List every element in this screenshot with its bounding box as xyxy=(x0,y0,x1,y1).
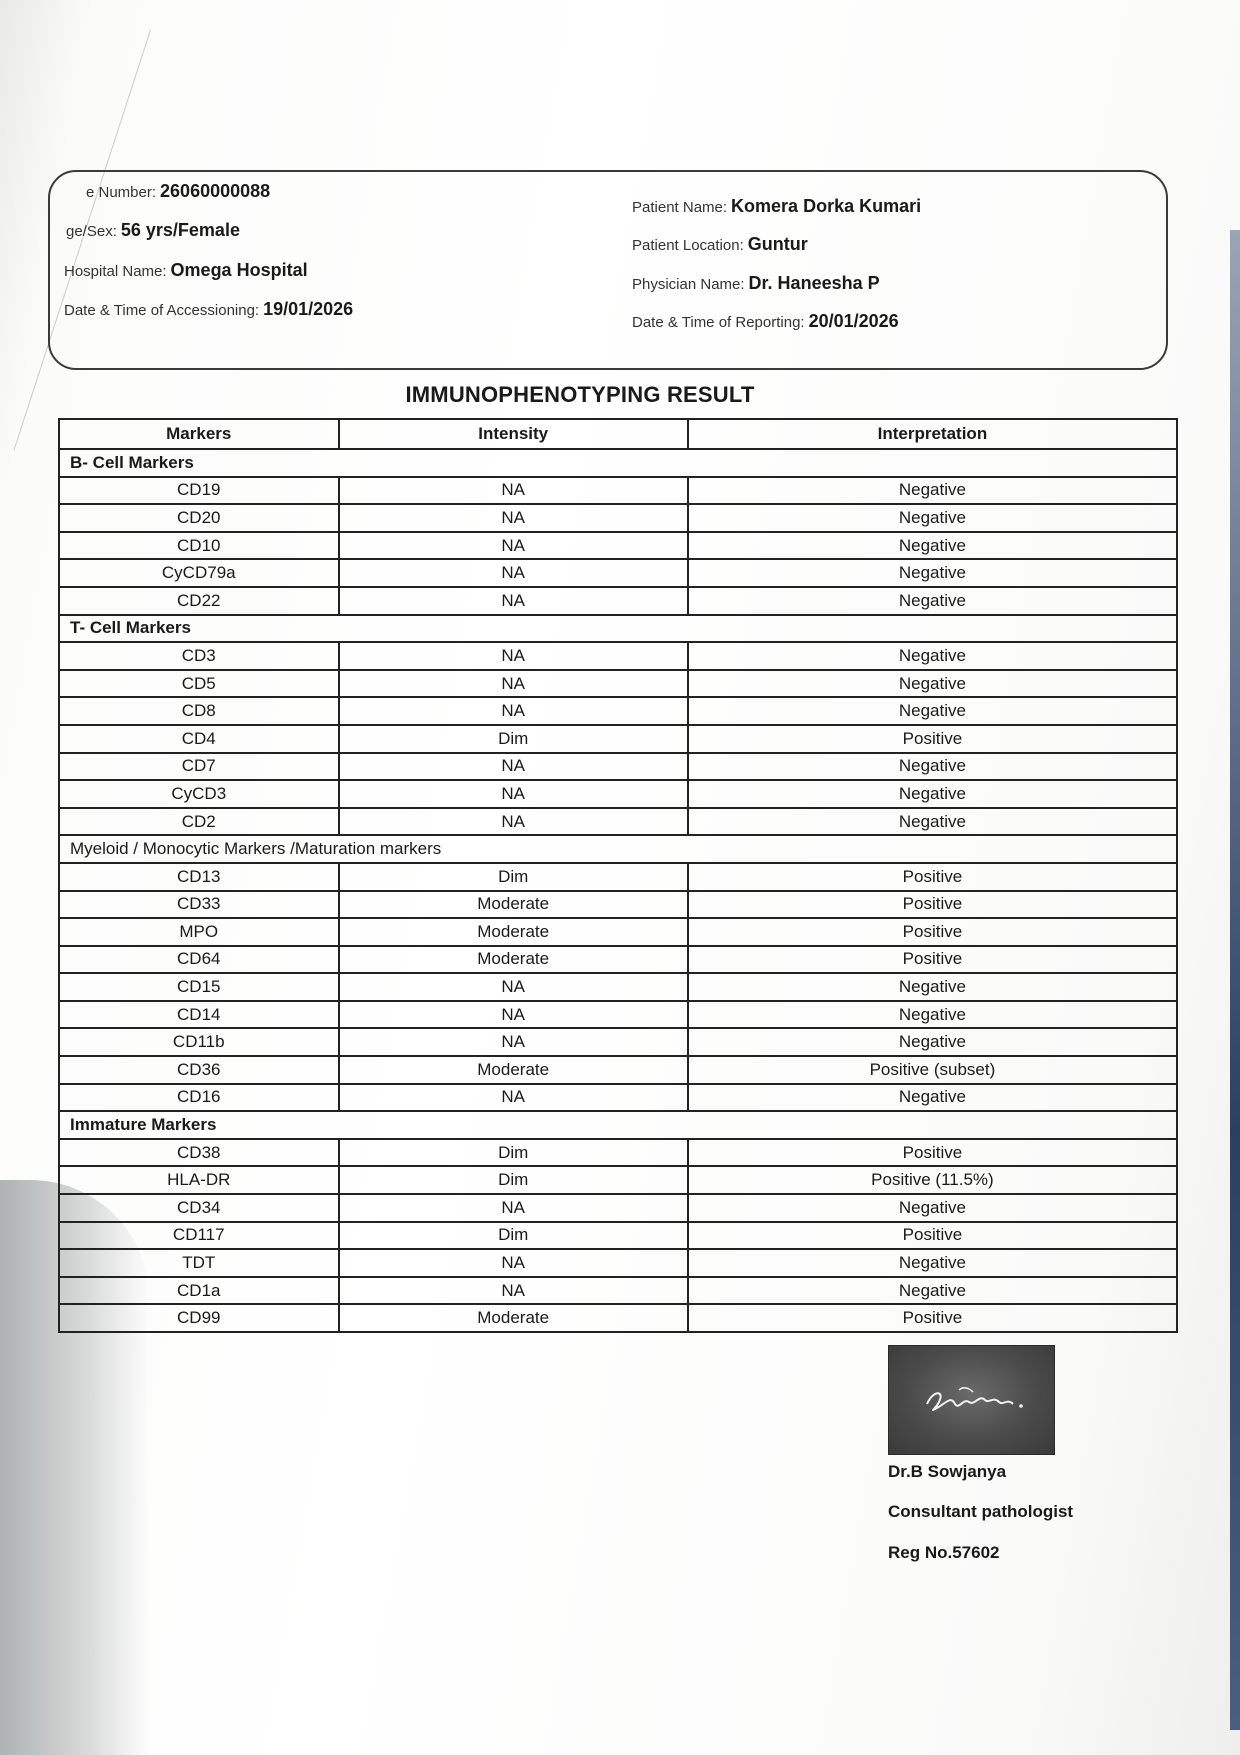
intensity-cell: NA xyxy=(339,559,688,587)
marker-cell: CD22 xyxy=(59,587,339,615)
intensity-cell: Moderate xyxy=(339,946,688,974)
table-row xyxy=(59,587,1177,615)
table-row xyxy=(59,532,1177,560)
interpretation-header: Interpretation xyxy=(688,419,1177,449)
interpretation-cell: Negative xyxy=(688,780,1177,808)
marker-cell: CD7 xyxy=(59,753,339,781)
marker-cell: CD38 xyxy=(59,1139,339,1167)
intensity-cell: Moderate xyxy=(339,1304,688,1332)
interpretation-cell: Negative xyxy=(688,1277,1177,1305)
marker-cell: CD16 xyxy=(59,1084,339,1112)
intensity-cell: NA xyxy=(339,1194,688,1222)
interpretation-cell: Negative xyxy=(688,642,1177,670)
marker-cell: CD13 xyxy=(59,863,339,891)
hospital-name-field: Hospital Name: Omega Hospital xyxy=(64,260,308,280)
intensity-cell: NA xyxy=(339,808,688,836)
marker-cell: TDT xyxy=(59,1249,339,1277)
interpretation-cell: Negative xyxy=(688,1194,1177,1222)
marker-cell: CD99 xyxy=(59,1304,339,1332)
intensity-cell: Moderate xyxy=(339,1056,688,1084)
marker-cell: CD14 xyxy=(59,1001,339,1029)
intensity-cell: Dim xyxy=(339,1139,688,1167)
table-row xyxy=(59,642,1177,670)
table-row xyxy=(59,1139,1177,1167)
intensity-cell: NA xyxy=(339,697,688,725)
table-row xyxy=(59,697,1177,725)
marker-cell: CD19 xyxy=(59,477,339,505)
section-row xyxy=(59,615,1177,643)
marker-cell: CD3 xyxy=(59,642,339,670)
section-title: B- Cell Markers xyxy=(59,449,1177,477)
interpretation-cell: Negative xyxy=(688,973,1177,1001)
interpretation-cell: Positive (subset) xyxy=(688,1056,1177,1084)
physician-name-field: Physician Name: Dr. Haneesha P xyxy=(632,273,880,293)
intensity-cell: NA xyxy=(339,1084,688,1112)
intensity-cell: NA xyxy=(339,780,688,808)
table-row xyxy=(59,1194,1177,1222)
intensity-cell: NA xyxy=(339,532,688,560)
interpretation-cell: Positive (11.5%) xyxy=(688,1166,1177,1194)
marker-cell: CD15 xyxy=(59,973,339,1001)
markers-header: Markers xyxy=(59,419,339,449)
intensity-cell: NA xyxy=(339,587,688,615)
accessioning-date-field: Date & Time of Accessioning: 19/01/2026 xyxy=(64,299,354,319)
marker-cell: HLA-DR xyxy=(59,1166,339,1194)
intensity-cell: NA xyxy=(339,973,688,1001)
interpretation-cell: Positive xyxy=(688,1139,1177,1167)
interpretation-cell: Negative xyxy=(688,1084,1177,1112)
case-number-field: e Number: 26060000088 xyxy=(86,181,271,201)
interpretation-cell: Negative xyxy=(688,477,1177,505)
marker-cell: CD36 xyxy=(59,1056,339,1084)
intensity-cell: NA xyxy=(339,477,688,505)
intensity-cell: Moderate xyxy=(339,891,688,919)
intensity-cell: NA xyxy=(339,1028,688,1056)
table-row xyxy=(59,1249,1177,1277)
intensity-cell: Dim xyxy=(339,1222,688,1250)
interpretation-cell: Positive xyxy=(688,725,1177,753)
immunophenotyping-table xyxy=(58,418,1178,1333)
signature-image xyxy=(888,1345,1055,1455)
interpretation-cell: Positive xyxy=(688,918,1177,946)
signatory-reg-number: Reg No.57602 xyxy=(888,1543,1000,1562)
marker-cell: CD117 xyxy=(59,1222,339,1250)
marker-cell: MPO xyxy=(59,918,339,946)
table-row xyxy=(59,1028,1177,1056)
interpretation-cell: Negative xyxy=(688,753,1177,781)
marker-cell: CD34 xyxy=(59,1194,339,1222)
marker-cell: CyCD79a xyxy=(59,559,339,587)
interpretation-cell: Negative xyxy=(688,559,1177,587)
table-row xyxy=(59,559,1177,587)
table-row xyxy=(59,1084,1177,1112)
table-row xyxy=(59,973,1177,1001)
background-edge xyxy=(1230,230,1240,1730)
table-row xyxy=(59,1304,1177,1332)
table-row xyxy=(59,753,1177,781)
interpretation-cell: Negative xyxy=(688,504,1177,532)
table-row xyxy=(59,808,1177,836)
intensity-cell: Dim xyxy=(339,1166,688,1194)
table-row xyxy=(59,1166,1177,1194)
marker-cell: CD11b xyxy=(59,1028,339,1056)
table-row xyxy=(59,918,1177,946)
intensity-cell: NA xyxy=(339,753,688,781)
signatory-designation: Consultant pathologist xyxy=(888,1502,1074,1521)
section-row xyxy=(59,1111,1177,1139)
interpretation-cell: Negative xyxy=(688,808,1177,836)
marker-cell: CD33 xyxy=(59,891,339,919)
table-row xyxy=(59,1277,1177,1305)
report-title: IMMUNOPHENOTYPING RESULT xyxy=(405,382,755,407)
marker-cell: CD8 xyxy=(59,697,339,725)
section-row xyxy=(59,449,1177,477)
table-row xyxy=(59,1001,1177,1029)
section-row xyxy=(59,835,1177,863)
intensity-cell: Moderate xyxy=(339,918,688,946)
interpretation-cell: Positive xyxy=(688,1222,1177,1250)
marker-cell: CD64 xyxy=(59,946,339,974)
interpretation-cell: Negative xyxy=(688,670,1177,698)
intensity-header: Intensity xyxy=(339,419,688,449)
signatory-name: Dr.B Sowjanya xyxy=(888,1462,1007,1481)
table-row xyxy=(59,946,1177,974)
interpretation-cell: Positive xyxy=(688,891,1177,919)
intensity-cell: NA xyxy=(339,670,688,698)
intensity-cell: Dim xyxy=(339,725,688,753)
intensity-cell: NA xyxy=(339,1001,688,1029)
interpretation-cell: Negative xyxy=(688,532,1177,560)
intensity-cell: NA xyxy=(339,1277,688,1305)
table-row xyxy=(59,780,1177,808)
interpretation-cell: Positive xyxy=(688,1304,1177,1332)
intensity-cell: NA xyxy=(339,642,688,670)
intensity-cell: NA xyxy=(339,1249,688,1277)
marker-cell: CyCD3 xyxy=(59,780,339,808)
marker-cell: CD4 xyxy=(59,725,339,753)
table-row xyxy=(59,725,1177,753)
signature-scribble xyxy=(889,1346,1054,1454)
age-sex-field: ge/Sex: 56 yrs/Female xyxy=(66,220,240,240)
section-title: Myeloid / Monocytic Markers /Maturation markers xyxy=(59,835,1177,863)
intensity-cell: Dim xyxy=(339,863,688,891)
interpretation-cell: Negative xyxy=(688,1028,1177,1056)
table-row xyxy=(59,670,1177,698)
table-row xyxy=(59,1222,1177,1250)
intensity-cell: NA xyxy=(339,504,688,532)
interpretation-cell: Negative xyxy=(688,1249,1177,1277)
patient-location-field: Patient Location: Guntur xyxy=(632,234,808,254)
interpretation-cell: Negative xyxy=(688,587,1177,615)
table-row xyxy=(59,1056,1177,1084)
marker-cell: CD2 xyxy=(59,808,339,836)
patient-name-field: Patient Name: Komera Dorka Kumari xyxy=(632,196,922,216)
interpretation-cell: Positive xyxy=(688,863,1177,891)
section-title: T- Cell Markers xyxy=(59,615,1177,643)
table-body xyxy=(59,449,1177,1332)
marker-cell: CD10 xyxy=(59,532,339,560)
interpretation-cell: Negative xyxy=(688,1001,1177,1029)
marker-cell: CD5 xyxy=(59,670,339,698)
marker-cell: CD1a xyxy=(59,1277,339,1305)
table-row xyxy=(59,863,1177,891)
marker-cell: CD20 xyxy=(59,504,339,532)
table-header-row xyxy=(59,419,1177,449)
interpretation-cell: Negative xyxy=(688,697,1177,725)
section-title: Immature Markers xyxy=(59,1111,1177,1139)
reporting-date-field: Date & Time of Reporting: 20/01/2026 xyxy=(632,311,899,331)
table-row xyxy=(59,477,1177,505)
interpretation-cell: Positive xyxy=(688,946,1177,974)
table-row xyxy=(59,504,1177,532)
table-row xyxy=(59,891,1177,919)
